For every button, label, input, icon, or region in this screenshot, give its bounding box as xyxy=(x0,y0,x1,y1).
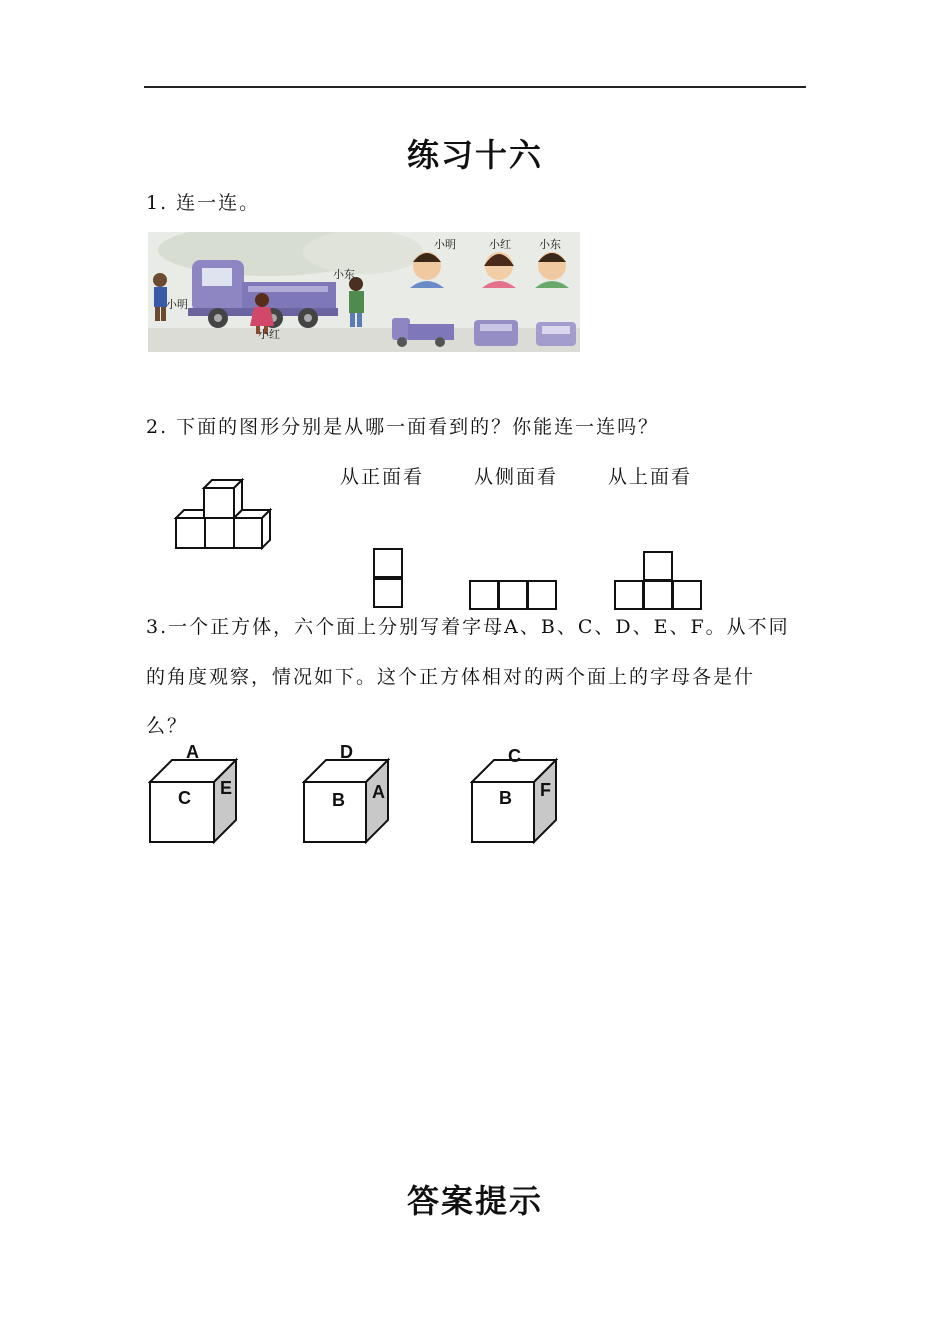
cube-2-side-letter: A xyxy=(372,782,385,802)
cube-1-side-letter: E xyxy=(220,778,233,798)
question-3-line-3: 么？ xyxy=(146,715,189,737)
view-shape-vertical xyxy=(373,548,403,610)
question-1-illustration xyxy=(148,232,580,352)
view-shape-row xyxy=(469,580,559,610)
cube-2 xyxy=(302,742,394,846)
cube-2-front-letter: B xyxy=(332,790,345,810)
header-rule xyxy=(144,86,806,88)
label-xiaoming-scene: 小明 xyxy=(166,298,188,311)
question-3-line-1: 3.一个正方体，六个面上分别写着字母A、B、C、D、E、F。从不同 xyxy=(146,616,790,638)
cube-3 xyxy=(470,746,562,846)
page-title: 练习十六 xyxy=(406,136,543,174)
block-figure xyxy=(172,478,276,552)
cube-2-top-letter: D xyxy=(340,742,353,762)
answer-title: 答案提示 xyxy=(406,1182,543,1220)
cube-3-side-letter: F xyxy=(540,780,551,800)
label-xiaoming-top: 小明 xyxy=(434,238,456,251)
label-xiaohong-top: 小红 xyxy=(489,238,511,251)
cube-3-top-letter: C xyxy=(508,746,521,766)
question-3-line-2: 的角度观察，情况如下。这个正方体相对的两个面上的字母各是什 xyxy=(146,666,756,688)
question-1-text: 1. 连一连。 xyxy=(146,192,261,214)
label-xiaodong-scene: 小东 xyxy=(333,268,355,281)
cube-1-front-letter: C xyxy=(178,788,191,808)
label-xiaodong-top: 小东 xyxy=(539,238,561,251)
cube-1-top-letter: A xyxy=(186,742,199,762)
view-label-side: 从侧面看 xyxy=(474,466,559,488)
cube-1 xyxy=(148,742,240,846)
view-label-front: 从正面看 xyxy=(340,466,425,488)
question-2-text: 2. 下面的图形分别是从哪一面看到的？你能连一连吗？ xyxy=(146,416,660,438)
truck-scene-picture xyxy=(148,232,580,352)
cube-3-front-letter: B xyxy=(499,788,512,808)
label-xiaohong-scene: 小红 xyxy=(258,328,280,341)
view-label-top: 从上面看 xyxy=(608,466,693,488)
view-shape-t xyxy=(614,551,704,611)
